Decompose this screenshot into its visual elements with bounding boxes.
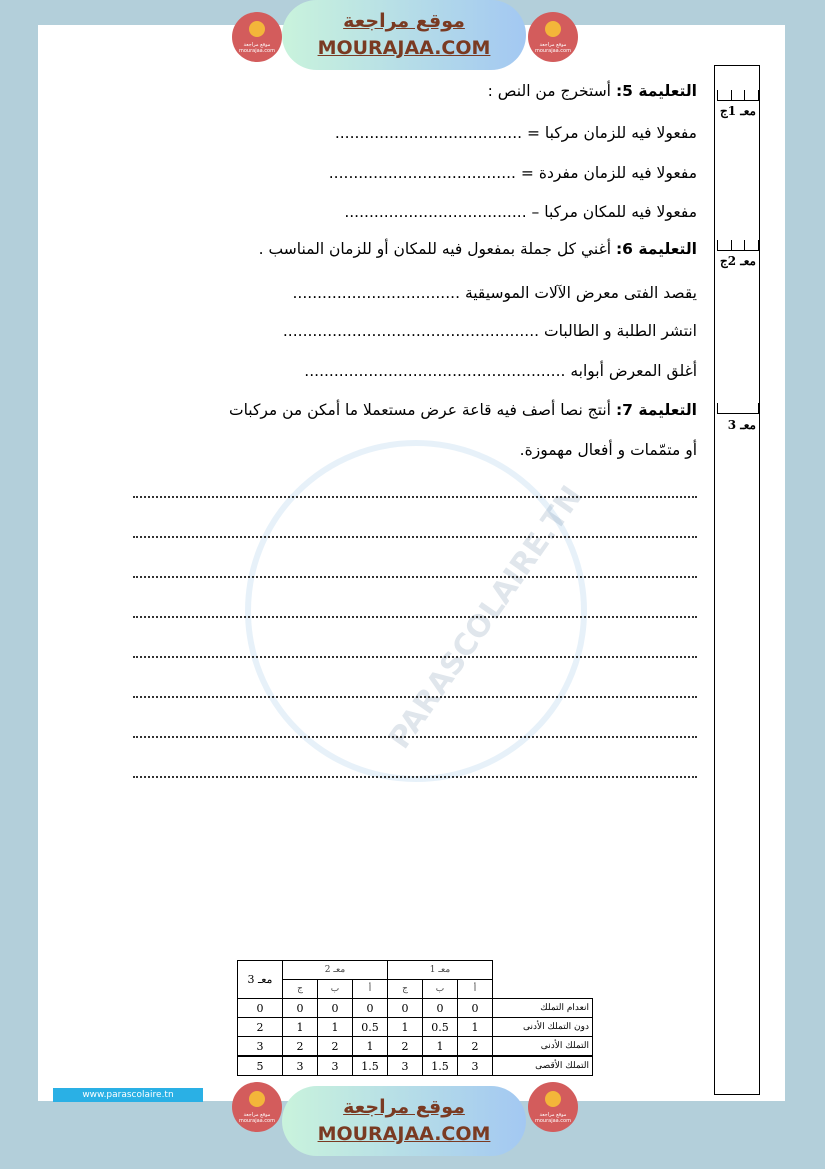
table-cell: 3 xyxy=(388,1056,423,1076)
table-cell xyxy=(493,961,593,980)
logo-badge-left: موقع مراجعة mourajaa.com xyxy=(232,1082,282,1132)
table-cell xyxy=(493,980,593,999)
answer-line xyxy=(133,776,697,778)
table-cell: 1 xyxy=(283,1018,318,1037)
table-cell: 0 xyxy=(318,999,353,1018)
sub-header: ب xyxy=(318,980,353,999)
table-row xyxy=(238,1018,593,1037)
table-cell: 1 xyxy=(318,1018,353,1037)
table-row xyxy=(238,1056,593,1076)
sub-header: ب xyxy=(423,980,458,999)
table-cell: 1 xyxy=(423,1037,458,1057)
table-cell: 1.5 xyxy=(423,1056,458,1076)
score-boxes xyxy=(717,403,759,414)
table-cell: 1 xyxy=(458,1018,493,1037)
sub-header: أ xyxy=(353,980,388,999)
answer-line xyxy=(133,656,697,658)
answer-line xyxy=(133,576,697,578)
answer-line xyxy=(133,616,697,618)
table-cell: 0 xyxy=(283,999,318,1018)
q7-heading: التعليمة 7: أنتج نصا أصف فيه قاعة عرض مستعملا ما أمكن من مركبات xyxy=(228,401,697,419)
table-cell: 3 xyxy=(283,1056,318,1076)
q5-item: مفعولا فيه للمكان مركبا – ..................................... xyxy=(344,203,697,221)
table-cell: 2 xyxy=(388,1037,423,1057)
answer-line xyxy=(133,496,697,498)
logo-badge-right: موقع مراجعة mourajaa.com xyxy=(528,12,578,62)
table-cell: التملك الأقصى xyxy=(493,1056,593,1076)
table-cell: 5 xyxy=(238,1056,283,1076)
score-column xyxy=(714,65,760,1095)
criterion-2-label: معـ 2ج xyxy=(719,254,756,268)
table-cell: 0.5 xyxy=(423,1018,458,1037)
header-c1: معـ 1 xyxy=(388,961,493,980)
logo-badge-right: موقع مراجعة mourajaa.com xyxy=(528,1082,578,1132)
table-cell: انعدام التملك xyxy=(493,999,593,1018)
table-cell: 0 xyxy=(458,999,493,1018)
table-cell: التملك الأدنى xyxy=(493,1037,593,1057)
table-cell: 0 xyxy=(423,999,458,1018)
criterion-3-label: معـ 3 xyxy=(727,418,756,432)
table-row xyxy=(238,1037,593,1057)
logo-badge-left: موقع مراجعة mourajaa.com xyxy=(232,12,282,62)
table-cell: 2 xyxy=(458,1037,493,1057)
header-c3: معـ 3 xyxy=(238,961,283,999)
table-cell: 1 xyxy=(353,1037,388,1057)
header-c2: معـ 2 xyxy=(283,961,388,980)
table-row xyxy=(238,999,593,1018)
sub-header: ج xyxy=(283,980,318,999)
criterion-1-label: معـ 1ج xyxy=(719,104,756,118)
q5-item: مفعولا فيه للزمان مركبا = ...................................... xyxy=(334,124,697,142)
table-header-row xyxy=(238,961,593,980)
q5-heading: التعليمة 5: أستخرج من النص : xyxy=(487,82,697,100)
sub-header: ج xyxy=(388,980,423,999)
q6-item: يقصد الفتى معرض الآلات الموسيقية .................................. xyxy=(292,284,697,302)
table-cell: 3 xyxy=(318,1056,353,1076)
score-boxes xyxy=(717,240,759,251)
table-cell: 0 xyxy=(238,999,283,1018)
header-banner[interactable]: موقع مراجعة MOURAJAA.COM xyxy=(282,0,526,70)
answer-line xyxy=(133,736,697,738)
footer-banner[interactable]: موقع مراجعة MOURAJAA.COM xyxy=(282,1086,526,1156)
table-cell: دون التملك الأدنى xyxy=(493,1018,593,1037)
table-header-row xyxy=(238,980,593,999)
q7-text: أو متمّمات و أفعال مهموزة. xyxy=(519,441,697,459)
table-cell: 2 xyxy=(318,1037,353,1057)
table-cell: 2 xyxy=(283,1037,318,1057)
table-cell: 3 xyxy=(238,1037,283,1057)
table-cell: 1.5 xyxy=(353,1056,388,1076)
answer-line xyxy=(133,536,697,538)
score-boxes xyxy=(717,90,759,101)
q6-heading: التعليمة 6: أغني كل جملة بمفعول فيه للمكان أو للزمان المناسب . xyxy=(258,240,697,258)
table-cell: 0.5 xyxy=(353,1018,388,1037)
table-cell: 1 xyxy=(388,1018,423,1037)
grading-table xyxy=(237,960,593,1076)
table-cell: 2 xyxy=(238,1018,283,1037)
watermark-text: PARASCOLAIRE.TN xyxy=(382,479,590,756)
q6-item: انتشر الطلبة و الطالبات .................................................... xyxy=(282,322,697,340)
table-cell: 0 xyxy=(353,999,388,1018)
q5-item: مفعولا فيه للزمان مفردة = ...................................... xyxy=(328,164,697,182)
table-cell: 0 xyxy=(388,999,423,1018)
answer-line xyxy=(133,696,697,698)
sub-header: أ xyxy=(458,980,493,999)
table-cell: 3 xyxy=(458,1056,493,1076)
q6-item: أغلق المعرض أبوابه ..................................................... xyxy=(304,362,697,380)
site-footer-link[interactable]: www.parascolaire.tn xyxy=(53,1088,203,1102)
